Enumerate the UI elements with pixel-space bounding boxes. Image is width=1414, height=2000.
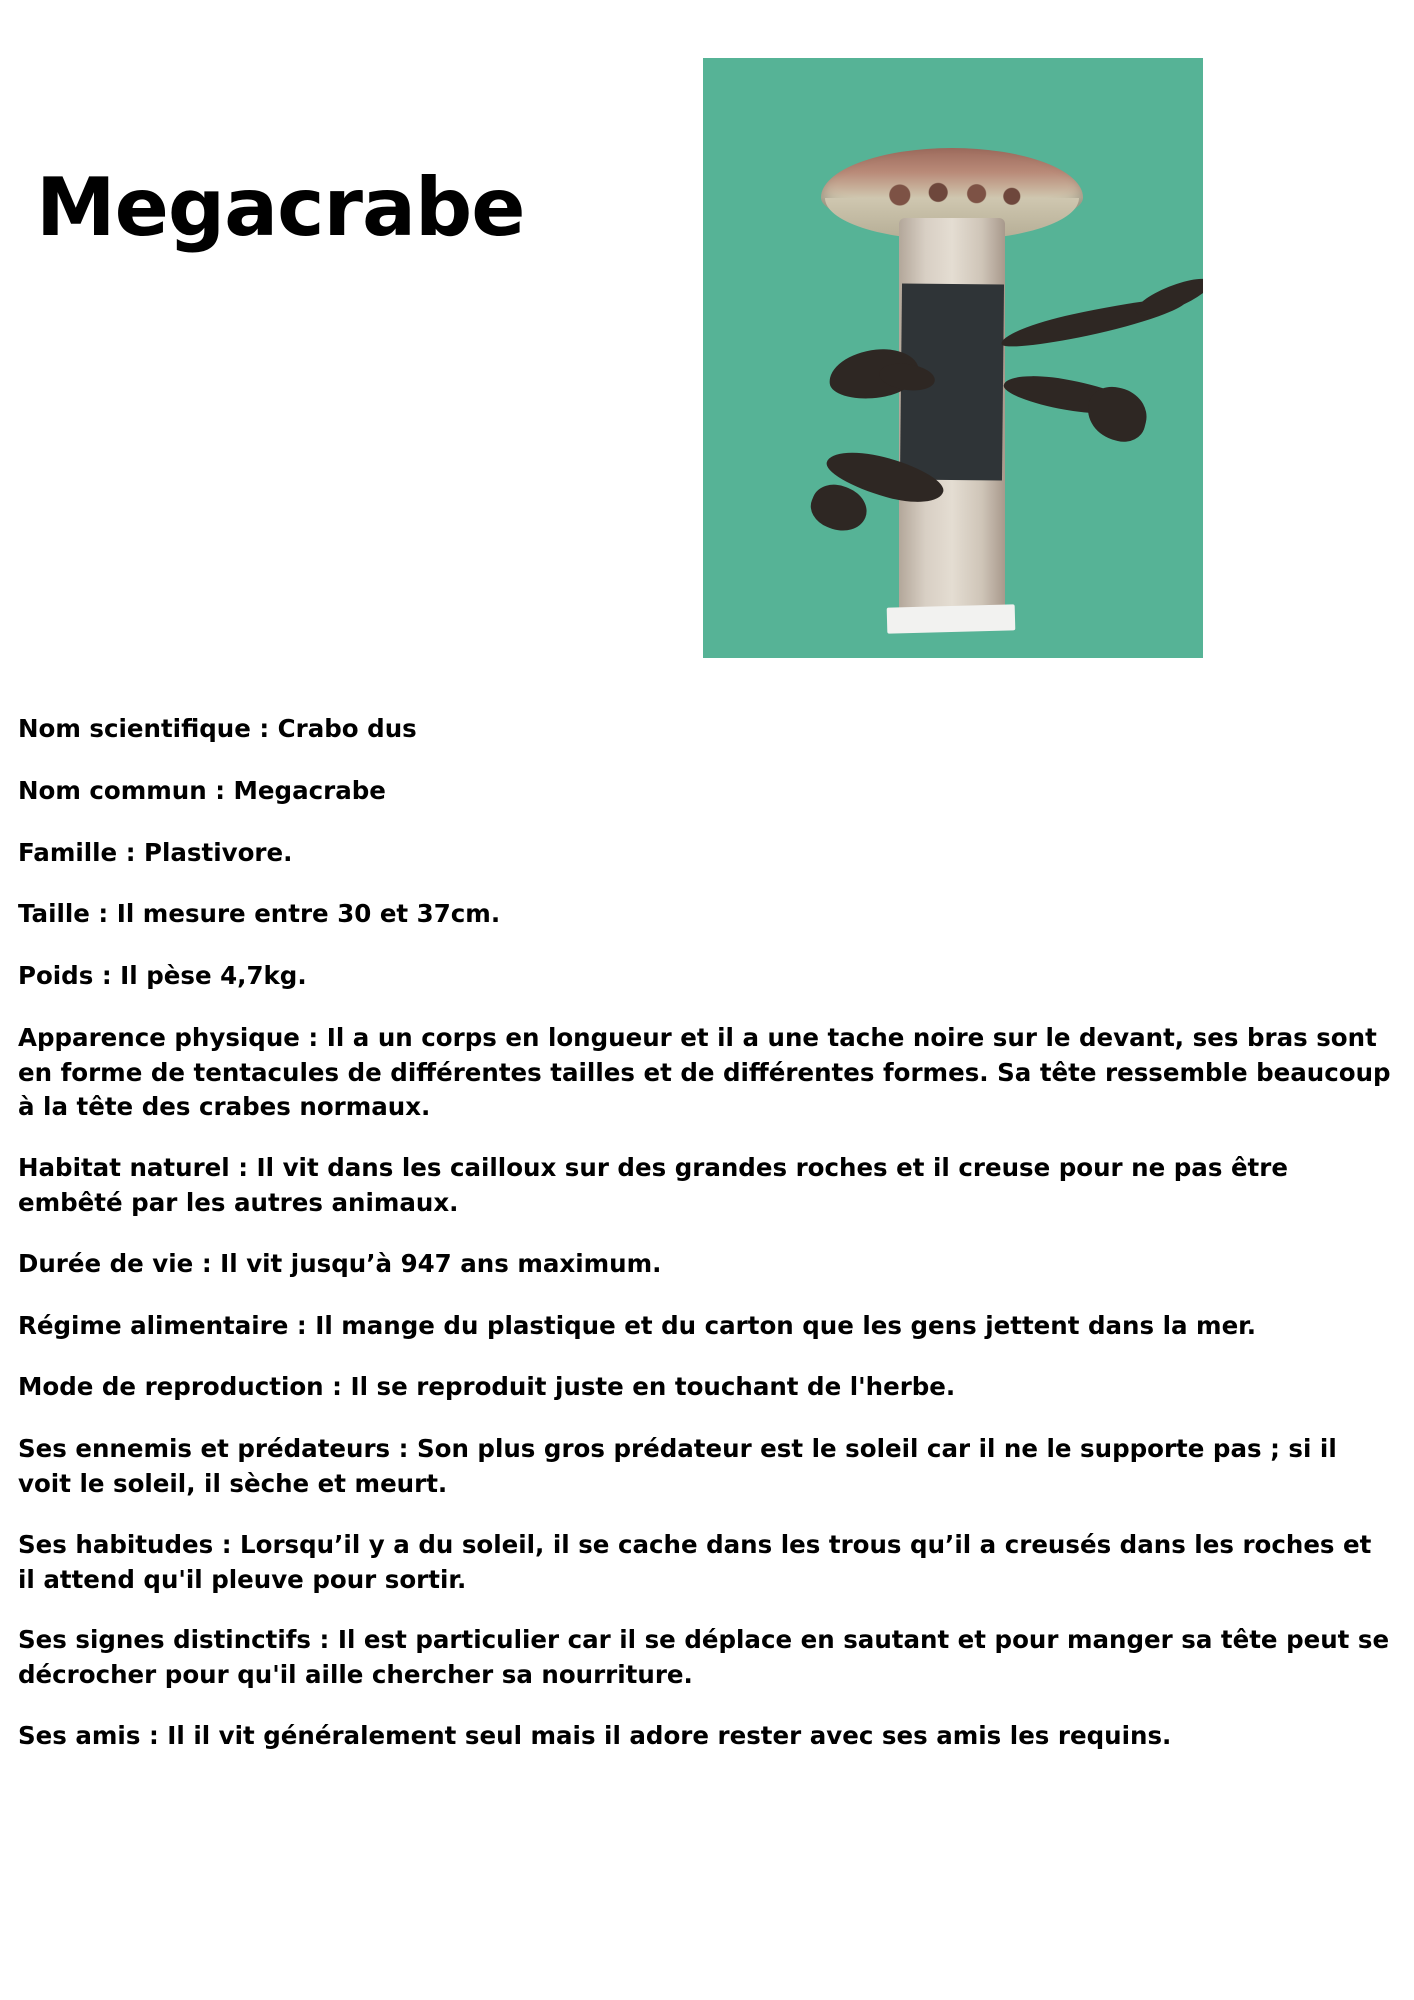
fact-ennemis-et-predateurs: Ses ennemis et prédateurs : Son plus gros prédateur est le soleil car il ne le supporte pas ; si il voit le soleil, il sèche et meurt.	[18, 1434, 1337, 1498]
fact-nom-commun: Nom commun : Megacrabe	[18, 775, 386, 805]
crab-base-shape	[887, 604, 1016, 633]
fact-regime-alimentaire: Régime alimentaire : Il mange du plastique et du carton que les gens jettent dans la mer.	[18, 1310, 1257, 1340]
megacrabe-photo	[703, 58, 1203, 658]
fact-duree-de-vie: Durée de vie : Il vit jusqu’à 947 ans maximum.	[18, 1248, 662, 1278]
fact-poids: Poids : Il pèse 4,7kg.	[18, 961, 307, 991]
fact-sheet	[18, 712, 1396, 1781]
fact-famille: Famille : Plastivore.	[18, 837, 293, 867]
fact-apparence-physique: Apparence physique : Il a un corps en longueur et il a une tache noire sur le devant, ses bras sont en forme de tentacules de différentes tailles et de différentes formes. Sa tête ressemble beaucoup à la tête des crabes normaux.	[18, 1022, 1391, 1122]
fact-nom-scientifique: Nom scientifique : Crabo dus	[18, 714, 417, 743]
fact-habitudes: Ses habitudes : Lorsqu’il y a du soleil, il se cache dans les trous qu’il a creusés dans les roches et il attend qu'il pleuve pour sortir.	[18, 1529, 1372, 1594]
crab-eyes-shape	[871, 182, 1031, 208]
fact-taille: Taille : Il mesure entre 30 et 37cm.	[18, 899, 501, 929]
fact-mode-de-reproduction: Mode de reproduction : Il se reproduit juste en touchant de l'herbe.	[18, 1372, 956, 1402]
page-title: Megacrabe	[36, 161, 525, 254]
fact-amis: Ses amis : Il il vit généralement seul mais il adore rester avec ses amis les requins.	[18, 1720, 1172, 1750]
fact-signes-distinctifs: Ses signes distinctifs : Il est particulier car il se déplace en sautant et pour manger sa tête peut se décrocher pour qu'il aille chercher sa nourriture.	[18, 1625, 1390, 1690]
fact-habitat-naturel: Habitat naturel : Il vit dans les cailloux sur des grandes roches et il creuse pour ne pas être embêté par les autres animaux.	[18, 1153, 1288, 1218]
